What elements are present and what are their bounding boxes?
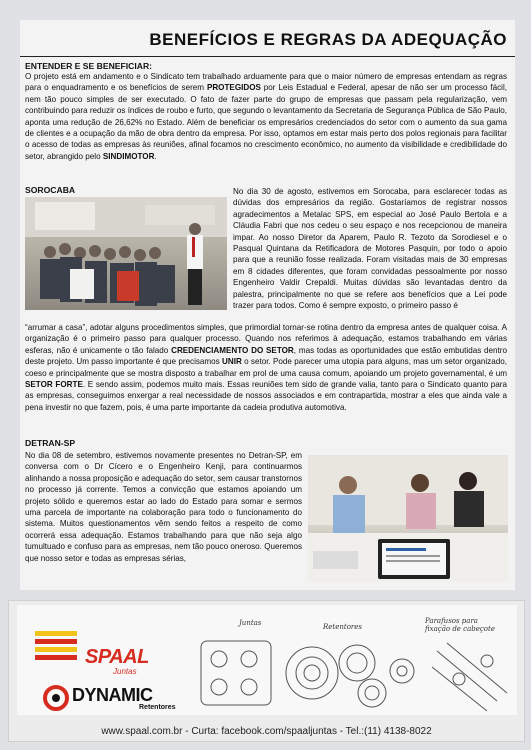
text-run: , mas todas as oportunidades que estão embutidas dentro deste projeto. Um passo importante é que precisamos <box>25 345 508 367</box>
text-run: O projeto está em andamento e o Sindicato tem trabalhado arduamente para que o maior número de empresas entendam as regras para o enquadramento e os benefícios de serem <box>25 72 507 93</box>
section-sorocaba-text-full <box>25 322 507 413</box>
photo-detran-meeting <box>308 455 508 582</box>
section-sorocaba-text-right: No dia 30 de agosto, estivemos em Sorocaba, para esclarecer todas as dúvidas dos empresários da região. Gostaríamos de registrar nossos agradecimentos a Metalac SPS, em especial ao José Paulo Bertola e a Cláudia Fabri que nos cedeu o seu espaço e nos recepcionou de maneira impar. Ao nosso Diretor da Aparem, Paulo R. Tezoto da Sorodiesel e o Pasqual Quintana da Retificadora de Motores Pasquin, por todo o apoio para que a reunião fosse realizada. Foram visitadas mais de 30 empresas em 8 cidades diferentes, que foram convidadas pessoalmente por nosso Engenheiro Valdir Crepaldi. Muitas dúvidas são levantadas dentro da palestra, principalmente no que se refere aos benefícios que a Lei pode trazer para todos. Como é sempre exposto, o primeiro passo é <box>233 187 507 311</box>
sketch-label-retentores: Retentores <box>323 623 362 631</box>
text-run: . <box>154 151 157 161</box>
text-run: o setor. Pode parecer uma utopia para alguns, mas um setor organizado, coeso e principalmente que se mostra disposto a trabalhar em prol de uma causa comum, apoiando um projeto governamental, é um <box>25 357 507 378</box>
text-run: . E sendo assim, podemos muito mais. Essas reuniões tem sido de grande valia, tanto para o Sindicato quanto para as empresas, conseguimos enxergar a real necessidade de nossos associados e em contrapartida, mostrar a eles que ainda vale a pena investir no que fazem, pois, é uma parte importante da cadeia produtiva automotiva. <box>25 380 507 412</box>
article-page <box>20 20 515 590</box>
bold-run: PROTEGIDOS <box>206 83 261 93</box>
bold-run: CREDENCIAMENTO DO SETOR <box>171 345 294 355</box>
section-entender-text <box>25 71 507 162</box>
text-run: por Leis Estadual e Federal, apesar de não ser um processo fácil, nem tão pouco simples de ser executado. O fato de fazer parte do grupo de empresas que passam pela regularização, vem contribuindo para reduzir os índices de roubo e furto, que segundo o levantamento da Secretaria de Segurança Pública de São Paulo, aponta uma redução de 26,62% no Estado. Além de beneficiar os empresários credenciados do setor com o aumento da sua gama de clientes e a ocupação da mão de obra dentro da empresa. Por isso, optamos em estar mais perto dos polos regionais para facilitar o acesso de todas as empresas às reuniões, afinal focamos no crescimento econômico, no aumento da visibilidade e credibilidade do setor, abrangido pelo <box>25 83 508 161</box>
ad-panel <box>17 605 517 715</box>
footer-contact: www.spaal.com.br - Curta: facebook.com/spaaljuntas - Tel.:(11) 4138-8022 <box>101 726 432 737</box>
section-heading-entender: ENTENDER E SE BENEFICIAR: <box>25 61 153 71</box>
bold-run: SETOR FORTE <box>25 380 83 390</box>
spaal-logo-icon <box>35 629 77 665</box>
advertisement-footer <box>8 600 525 742</box>
bold-run: SINDIMOTOR <box>102 151 155 161</box>
sketch-label-juntas: Juntas <box>239 619 262 627</box>
section-detran-text: No dia 08 de setembro, estivemos novamente presentes no Detran-SP, em conversa com o Dr Cícero e o Engenheiro Kenji, para continuarmos alinhando a nossa proposição e adequação do setor, sem causar transtornos no processo já corrente. Temos a convicção que estamos apoiando um projeto sólido e queremos estar ao lado do Estado para somar e sermos uma parcela de importante na colaboração para todo o funcionamento do sistema. Muitos questionamentos vêm sendo feitos a respeito de como ocorrerá essa adequação. Estamos trabalhando para que não seja algo tumultuado e confuso para as empresas, nem tão pouco oneroso. Queremos que nosso setor e todas as empresas sérias, <box>25 451 302 563</box>
text-run: “arrumar a casa”, adotar alguns procedimentos simples, que primordial tornar-se rotina dentro da empresa antes de qualquer coisa. A organização é o primeiro passo para qualquer processo. Quando nos referimos à adequação, estamos trabalhando em várias esferas, não é unicamente o tão falado <box>25 323 507 355</box>
section-heading-sorocaba: SOROCABA <box>25 185 76 195</box>
spaal-brand-sub: Juntas <box>113 667 137 676</box>
parts-sketch-illustration <box>197 631 512 715</box>
dynamic-brand-sub: Retentores <box>139 704 176 711</box>
photo-sorocaba-meeting <box>25 197 227 310</box>
page-title: BENEFÍCIOS E REGRAS DA ADEQUAÇÃO <box>149 30 507 49</box>
dynamic-logo-icon <box>43 685 69 711</box>
detran-photo-svg <box>308 455 508 582</box>
section-heading-detran: DETRAN-SP <box>25 438 76 448</box>
title-rule <box>20 56 515 57</box>
spaal-brand: SPAAL <box>85 646 149 668</box>
dynamic-brand: DYNAMIC <box>72 685 153 705</box>
meeting-photo-svg <box>25 197 227 310</box>
bold-run: UNIR <box>222 357 242 367</box>
sketch-label-parafusos: Parafusos para fixação de cabeçote <box>425 617 495 633</box>
